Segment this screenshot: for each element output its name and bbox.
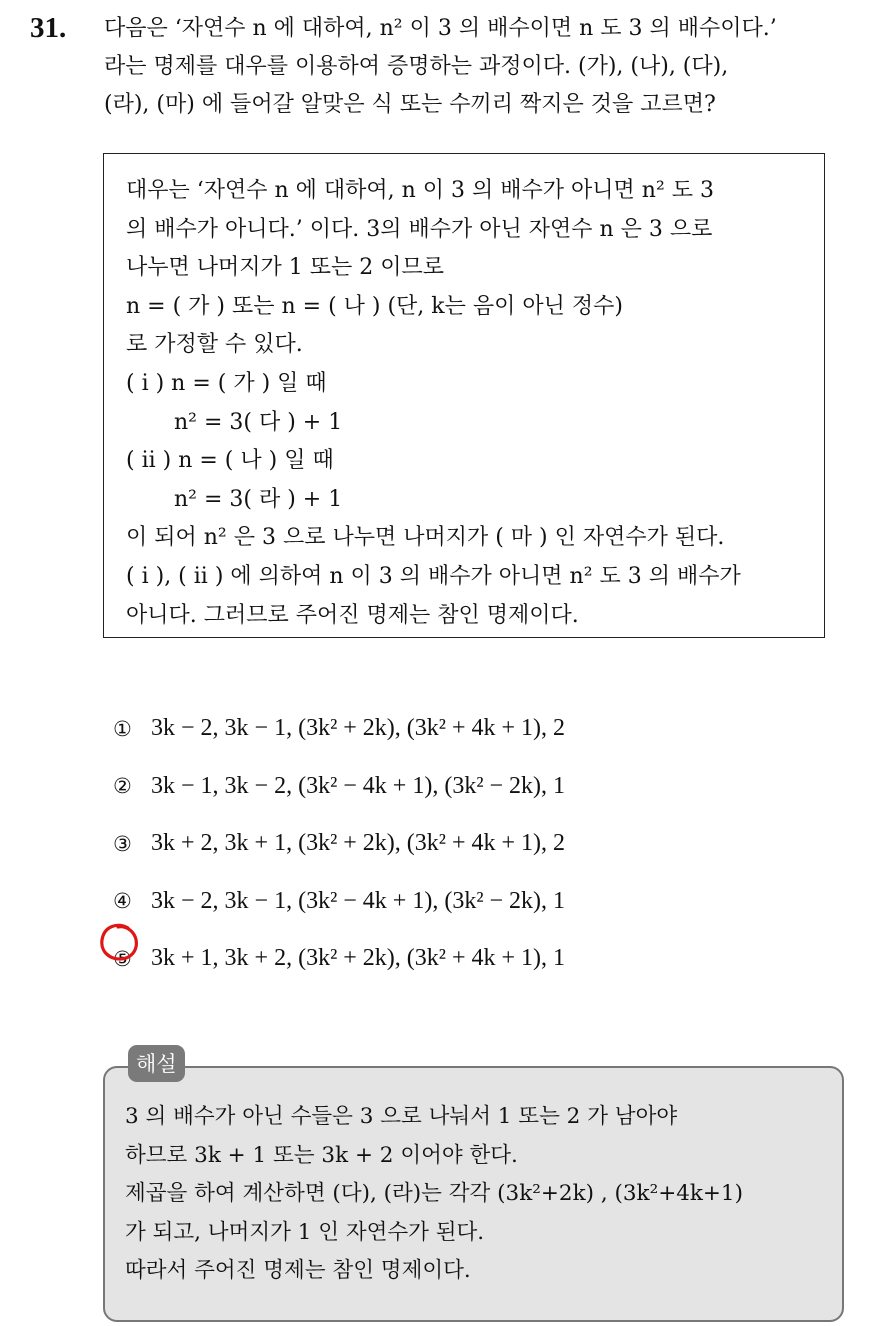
choice-1[interactable] (113, 700, 793, 758)
choice-5[interactable] (113, 930, 793, 988)
proof-line: 의 배수가 아니다.’ 이다. 3의 배수가 아닌 자연수 n 은 3 으로 (126, 216, 713, 242)
explanation-line: 따라서 주어진 명제는 참인 명제이다. (125, 1258, 471, 1283)
explanation-line: 가 되고, 나머지가 1 인 자연수가 된다. (125, 1219, 485, 1245)
choice-number: ④ (113, 889, 132, 914)
proof-line: n² = 3( 다 ) + 1 (174, 409, 343, 435)
choice-number: ② (113, 774, 132, 799)
choice-number: ⑤ (113, 946, 132, 971)
proof-box (103, 153, 825, 638)
choice-text: 3k − 1, 3k − 2, (3k² − 4k + 1), (3k² − 2k), 1 (151, 772, 566, 799)
question-line: 다음은 ‘자연수 n 에 대하여, n² 이 3 의 배수이면 n 도 3 의 배수이다.’ (104, 16, 777, 41)
choice-number: ③ (113, 831, 132, 856)
answer-choices (113, 700, 793, 988)
explanation-box (103, 1066, 844, 1322)
choice-text: 3k + 1, 3k + 2, (3k² + 2k), (3k² + 4k + 1), 1 (151, 945, 566, 972)
answer-circle-mark (98, 920, 142, 964)
explanation-line: 하므로 3k + 1 또는 3k + 2 이어야 한다. (125, 1142, 518, 1168)
proof-line: 아니다. 그러므로 주어진 명제는 참인 명제이다. (126, 602, 579, 628)
choice-text: 3k + 2, 3k + 1, (3k² + 2k), (3k² + 4k + 1), 2 (151, 830, 566, 857)
choice-number: ① (113, 716, 132, 741)
proof-line: 나누면 나머지가 1 또는 2 이므로 (126, 255, 444, 281)
choice-3[interactable] (113, 815, 793, 873)
explanation-line: 제곱을 하여 계산하면 (다), (라)는 각각 (3k²+2k) , (3k²+4k+1) (125, 1181, 744, 1206)
explanation-line: 3 의 배수가 아닌 수들은 3 으로 나눠서 1 또는 2 가 남아야 (125, 1104, 678, 1129)
choice-4[interactable] (113, 873, 793, 931)
question-line: 라는 명제를 대우를 이용하여 증명하는 과정이다. (가), (나), (다), (104, 54, 729, 79)
proof-line: n = ( 가 ) 또는 n = ( 나 ) (단, k는 음이 아닌 정수) (126, 293, 623, 319)
question-number: 31. (30, 12, 67, 44)
proof-line: ( i ) n = ( 가 ) 일 때 (126, 370, 327, 396)
proof-line: ( i ), ( ii ) 에 의하여 n 이 3 의 배수가 아니면 n² 도 3 의 배수가 (126, 563, 741, 589)
choice-text: 3k − 2, 3k − 1, (3k² + 2k), (3k² + 4k + 1), 2 (151, 715, 566, 742)
question-line: (라), (마) 에 들어갈 알맞은 식 또는 수끼리 짝지은 것을 고르면? (104, 92, 716, 117)
proof-line: n² = 3( 라 ) + 1 (174, 486, 343, 512)
proof-line: 이 되어 n² 은 3 으로 나누면 나머지가 ( 마 ) 인 자연수가 된다. (126, 525, 725, 551)
choice-text: 3k − 2, 3k − 1, (3k² − 4k + 1), (3k² − 2k), 1 (151, 887, 566, 914)
explanation-tag: 해설 (128, 1045, 185, 1082)
question-text (104, 10, 864, 124)
proof-line: 대우는 ‘자연수 n 에 대하여, n 이 3 의 배수가 아니면 n² 도 3 (126, 178, 715, 203)
proof-line: ( ii ) n = ( 나 ) 일 때 (126, 448, 334, 474)
choice-2[interactable] (113, 758, 793, 816)
proof-line: 로 가정할 수 있다. (126, 332, 303, 358)
answer-circle-stroke (102, 925, 137, 959)
